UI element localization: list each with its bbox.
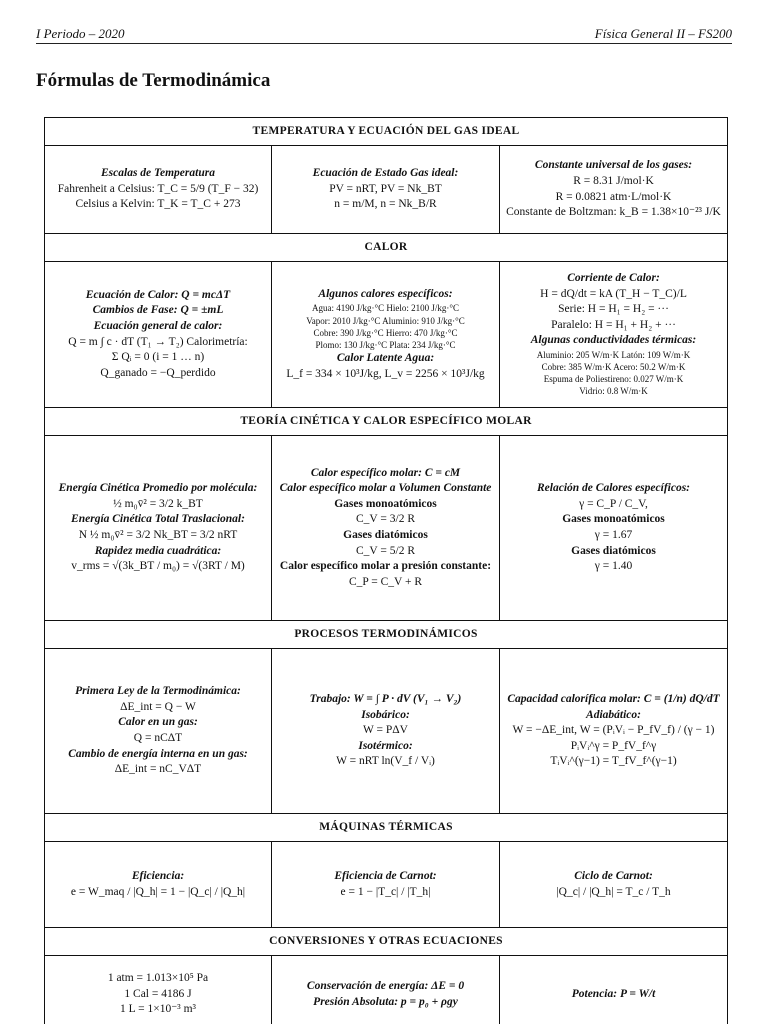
formula-line: e = W_maq / |Q_h| = 1 − |Q_c| / |Q_h| xyxy=(70,885,246,898)
formula-line: R = 0.0821 atm·L/mol·K xyxy=(555,190,672,203)
formula-line: ΔE_int = nC_VΔT xyxy=(114,763,202,776)
formula-cell xyxy=(500,436,728,621)
formula-line: C_P = C_V + R xyxy=(348,575,423,588)
formula-line: Agua: 4190 J/kg·°C Hielo: 2100 J/kg·°C xyxy=(312,303,459,314)
header-left: I Periodo – 2020 xyxy=(36,26,125,41)
formula-line: Vapor: 2010 J/kg·°C Aluminio: 910 J/kg·°C xyxy=(306,315,465,326)
formula-line: Potencia: P = W/t xyxy=(571,987,656,1000)
formula-line: Paralelo: H = H₁ + H₂ + ··· xyxy=(551,318,676,331)
formula-line: Gases diatómicos xyxy=(343,529,428,541)
formula-cell xyxy=(272,956,500,1024)
formula-line: Calor Latente Agua: xyxy=(336,352,435,365)
section-title: CONVERSIONES Y OTRAS ECUACIONES xyxy=(45,928,728,956)
formula-line: Constante universal de los gases: xyxy=(534,159,693,172)
formula-line: Q = nCΔT xyxy=(133,732,183,744)
formula-line: v_rms = √(3k_BT / m₀) = √(3RT / M) xyxy=(71,560,245,573)
formula-line: W = nRT ln(V_f / Vᵢ) xyxy=(336,755,435,768)
header-right: Física General II – FS200 xyxy=(594,26,732,41)
section-title: MÁQUINAS TÉRMICAS xyxy=(45,814,728,842)
section-title: PROCESOS TERMODINÁMICOS xyxy=(45,621,728,649)
formula-line: Eficiencia de Carnot: xyxy=(334,869,437,882)
formula-cell xyxy=(272,436,500,621)
formula-line: Capacidad calorífica molar: C = (1/n) dQ/dT xyxy=(507,693,720,706)
formula-line: W = −ΔE_int, W = (PᵢVᵢ − P_fV_f) / (γ − 1) xyxy=(512,724,715,737)
formula-line: N ½ m₀v̄² = 3/2 Nk_BT = 3/2 nRT xyxy=(78,529,238,541)
formula-line: Rapidez media cuadrática: xyxy=(94,544,222,557)
formula-line: Ecuación general de calor: xyxy=(93,319,223,332)
formula-line: Cobre: 385 W/m·K Acero: 50.2 W/m·K xyxy=(541,362,686,373)
formula-line: Isotérmico: xyxy=(358,739,413,752)
formula-line: Cobre: 390 J/kg·°C Hierro: 470 J/kg·°C xyxy=(313,327,458,338)
formula-line: C_V = 3/2 R xyxy=(356,513,415,526)
formula-line: PV = nRT, PV = Nk_BT xyxy=(329,182,442,195)
formula-line: Plomo: 130 J/kg·°C Plata: 234 J/kg·°C xyxy=(315,339,456,350)
section-title: TEORÍA CINÉTICA Y CALOR ESPECÍFICO MOLAR xyxy=(45,408,728,436)
formula-line: Calor en un gas: xyxy=(118,716,198,729)
formula-line: Vidrio: 0.8 W/m·K xyxy=(579,386,648,397)
formula-line: Q_ganado = −Q_perdido xyxy=(100,366,216,379)
formula-line: Constante de Boltzman: k_B = 1.38×10⁻²³ J/K xyxy=(506,206,721,219)
formula-line: Calor específico molar: C = cM xyxy=(310,466,461,479)
formula-cell xyxy=(45,649,272,814)
formula-line: 1 L = 1×10⁻³ m³ xyxy=(120,1003,196,1016)
formula-cell xyxy=(45,842,272,928)
formula-line: Calor específico molar a Volumen Constante xyxy=(279,482,492,495)
page-title: Fórmulas de Termodinámica xyxy=(36,70,271,91)
formula-line: TᵢVᵢ^(γ−1) = T_fV_f^(γ−1) xyxy=(550,755,677,768)
formula-cell xyxy=(500,842,728,928)
formula-line: L_f = 334 × 10³J/kg, L_v = 2256 × 10³J/kg xyxy=(286,367,485,380)
formula-line: Ecuación de Estado Gas ideal: xyxy=(312,167,459,180)
formula-line: e = 1 − |T_c| / |T_h| xyxy=(340,885,431,898)
formula-line: ½ m₀v̄² = 3/2 k_BT xyxy=(113,497,203,510)
formula-line: 1 atm = 1.013×10⁵ Pa xyxy=(107,972,209,985)
formula-table xyxy=(44,117,728,1024)
formula-cell xyxy=(272,146,500,234)
section-title: CALOR xyxy=(45,234,728,262)
formula-line: Ciclo de Carnot: xyxy=(574,869,653,882)
formula-line: Calor específico molar a presión constante: xyxy=(279,560,492,573)
formula-line: C_V = 5/2 R xyxy=(356,544,415,557)
formula-cell xyxy=(45,146,272,234)
formula-cell xyxy=(45,436,272,621)
formula-line: ΔE_int = Q − W xyxy=(120,700,196,713)
formula-line: Serie: H = H₁ = H₂ = ··· xyxy=(558,303,669,316)
formula-line: γ = 1.40 xyxy=(594,560,633,573)
formula-line: Aluminio: 205 W/m·K Latón: 109 W/m·K xyxy=(536,350,691,360)
formula-cell xyxy=(272,262,500,408)
formula-line: Trabajo: W = ∫ P · dV (V₁ → V₂) xyxy=(309,693,462,706)
formula-line: Gases monoatómicos xyxy=(562,513,665,526)
formula-line: Presión Absoluta: p = p₀ + ρgy xyxy=(313,995,458,1008)
formula-line: Escalas de Temperatura xyxy=(101,167,215,180)
formula-line: Eficiencia: xyxy=(131,869,185,882)
formula-cell xyxy=(500,649,728,814)
formula-line: Isobárico: xyxy=(361,708,410,721)
formula-line: Gases diatómicos xyxy=(571,544,656,557)
formula-cell xyxy=(45,262,272,408)
formula-line: γ = 1.67 xyxy=(594,529,633,541)
formula-line: Algunas conductividades térmicas: xyxy=(530,334,697,347)
formula-line: Cambios de Fase: Q = ±mL xyxy=(92,304,224,317)
formula-line: Relación de Calores específicos: xyxy=(537,482,690,495)
formula-line: |Q_c| / |Q_h| = T_c / T_h xyxy=(556,885,671,898)
formula-cell xyxy=(45,956,272,1024)
formula-line: Fahrenheit a Celsius: T_C = 5/9 (T_F − 32) xyxy=(57,182,259,195)
formula-cell xyxy=(500,262,728,408)
formula-line: Σ Qᵢ = 0 (i = 1 … n) xyxy=(111,351,205,364)
formula-line: 1 Cal = 4186 J xyxy=(124,987,192,1000)
formula-line: Celsius a Kelvin: T_K = T_C + 273 xyxy=(75,198,241,211)
formula-line: Primera Ley de la Termodinámica: xyxy=(75,685,241,698)
formula-line: Algunos calores específicos: xyxy=(318,287,453,300)
formula-cell xyxy=(272,649,500,814)
formula-line: Adiabático: xyxy=(586,708,641,721)
formula-line: Gases monoatómicos xyxy=(334,497,437,510)
formula-line: Q = m ∫ c · dT (T₁ → T₂) Calorimetría: xyxy=(68,335,248,348)
formula-line: H = dQ/dt = kA (T_H − T_C)/L xyxy=(540,287,687,300)
formula-line: PᵢVᵢ^γ = P_fV_f^γ xyxy=(570,739,657,752)
formula-line: n = m/M, n = Nk_B/R xyxy=(334,198,437,211)
formula-line: Espuma de Poliestireno: 0.027 W/m·K xyxy=(543,374,684,385)
section-title: TEMPERATURA Y ECUACIÓN DEL GAS IDEAL xyxy=(45,118,728,146)
formula-line: Ecuación de Calor: Q = mcΔT xyxy=(85,288,231,301)
formula-line: Cambio de energía interna en un gas: xyxy=(68,747,248,760)
formula-line: Corriente de Calor: xyxy=(567,272,660,285)
formula-line: γ = C_P / C_V, xyxy=(579,497,648,510)
formula-line: W = PΔV xyxy=(363,724,408,737)
formula-cell xyxy=(500,146,728,234)
formula-cell xyxy=(272,842,500,928)
formula-line: Energía Cinética Promedio por molécula: xyxy=(58,482,258,495)
running-header xyxy=(36,24,732,44)
formula-line: Conservación de energía: ΔE = 0 xyxy=(306,979,465,992)
formula-line: R = 8.31 J/mol·K xyxy=(573,174,654,187)
formula-cell xyxy=(500,956,728,1024)
formula-line: Energía Cinética Total Traslacional: xyxy=(71,513,245,526)
